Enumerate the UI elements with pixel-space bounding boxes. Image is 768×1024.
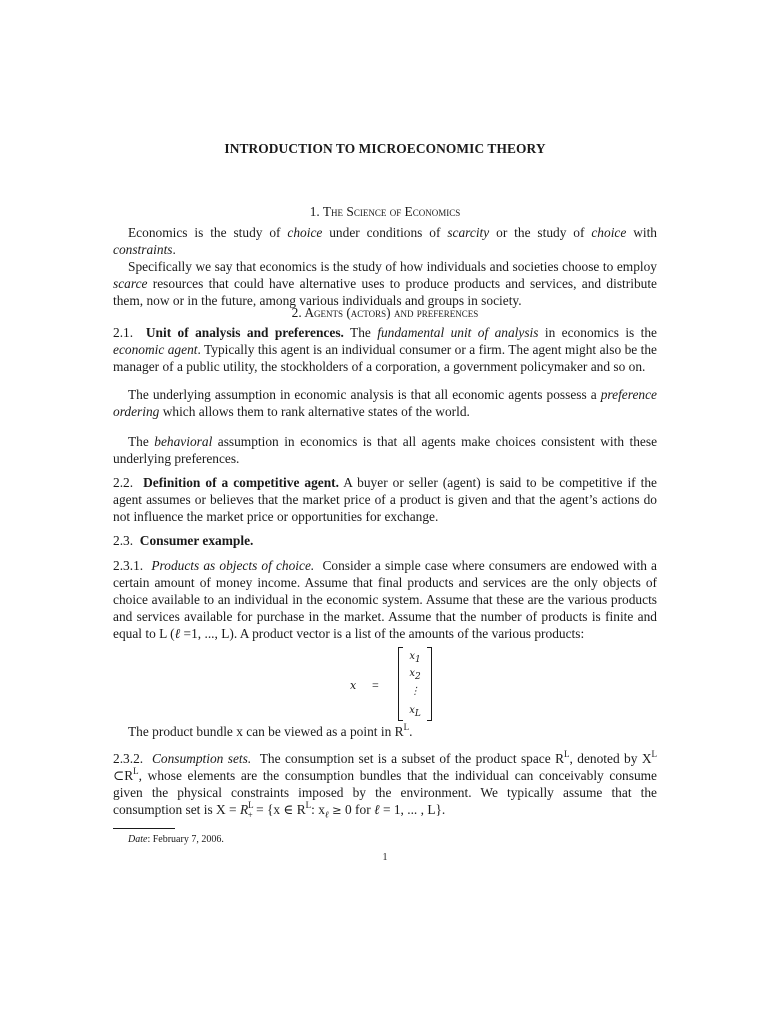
subsection-title: Unit of analysis and preferences. <box>145 325 344 340</box>
subsection-title: Consumption sets. <box>151 751 252 766</box>
section-1-body <box>113 224 657 309</box>
column-vector <box>398 647 432 721</box>
subsection-number: 2.3. <box>113 533 134 548</box>
equation-lhs: x <box>350 679 357 692</box>
section-heading-1: 1. The Science of Economics <box>309 204 461 219</box>
subsection-number: 2.1. <box>113 325 134 340</box>
subsection-number: 2.2. <box>113 475 134 490</box>
vector-entry: $x_L$ <box>409 705 421 719</box>
footnote-label: Date <box>128 834 148 845</box>
paragraph-block <box>113 386 657 420</box>
subsection-2-1 <box>113 324 657 375</box>
paragraph: 2.2. Definition of a competitive agent. A buyer or seller (agent) is said to be competitive if the agent assumes or believes that the market price of a product is given and that the agent’s actions do not influence the market price or opportunities for exchange. <box>113 475 657 524</box>
vector-entry: $x_1$ <box>409 651 421 665</box>
paragraph <box>113 532 657 549</box>
paragraph: Specifically we say that economics is the study of how individuals and societies choose to employ scarce resources that could have alternative uses to produce products and services, and distribute them, now or in the future, among various individuals and groups in society. <box>113 259 657 308</box>
subsection-number: 2.3.1. <box>113 558 144 573</box>
footnote <box>128 833 224 846</box>
left-bracket <box>398 647 403 721</box>
subsection-title: Definition of a competitive agent. <box>143 475 339 490</box>
subsection-2-2 <box>113 474 657 525</box>
page-number: 1 <box>382 852 388 863</box>
subsection-title: Consumer example. <box>139 533 254 548</box>
paragraph-block <box>113 433 657 467</box>
footnote-rule <box>113 828 175 829</box>
vector-entry: $x_2$ <box>409 668 421 682</box>
paragraph: 2.3.2. Consumption sets. The consumption set is a subset of the product space $R^L$, denoted by $X^L$ $\subset R^L$, whose elements are the consumption bundles that the individual can conceivably consume given the physical constraints imposed by the environment. We typically assume that the consumption set is $X = R^L_+ = \{x$ ∈ $R^L$: $x_\ell \ge 0$ for ℓ = 1, ... , L}. <box>113 748 657 820</box>
paragraph: 2.3.1. Products as objects of choice. Consider a simple case where consumers are endowed with a certain amount of money income. Assume that final products and services are the only objects of choice available to an individual in the economic system. Assume that these are the various products and services available for purchase in the market. Assume that the number of products is finite and equal to L (ℓ =1, ..., L). A product vector is a list of the amounts of the various products: <box>113 558 657 641</box>
subsection-2-3 <box>113 532 657 549</box>
subsection-number: 2.3.2. <box>113 751 144 766</box>
paragraph: The underlying assumption in economic analysis is that all economic agents possess a preference ordering which allows them to rank alternative states of the world. <box>113 387 657 419</box>
section-heading-2: 2. Agents (actors) and preferences <box>291 305 479 320</box>
paragraph: Economics is the study of choice under conditions of scarcity or the study of choice with constraints. <box>113 225 658 257</box>
vector-entry: ⋮ <box>410 686 420 697</box>
subsubsection-2-3-2 <box>113 750 657 819</box>
subsubsection-2-3-1 <box>113 557 657 642</box>
paragraph: 2.1. Unit of analysis and preferences. The fundamental unit of analysis in economics is the economic agent. Typically this agent is an individual consumer or a firm. The agent might also be the manager of a public utility, the stockholders of a corporation, a government policymaker and so on. <box>113 325 658 374</box>
footnote-text: : February 7, 2006. <box>147 834 224 845</box>
paragraph: The product bundle x can be viewed as a point in $R^L$. <box>128 721 413 739</box>
paragraph: The behavioral assumption in economics is that all agents make choices consistent with these underlying preferences. <box>113 434 658 466</box>
right-bracket <box>427 647 432 721</box>
paper-page <box>113 0 657 1024</box>
equation-equals: = <box>372 678 379 692</box>
paragraph-block <box>113 723 657 740</box>
paper-title: INTRODUCTION TO MICROECONOMIC THEORY <box>224 141 546 156</box>
subsection-title: Products as objects of choice. <box>151 558 315 573</box>
